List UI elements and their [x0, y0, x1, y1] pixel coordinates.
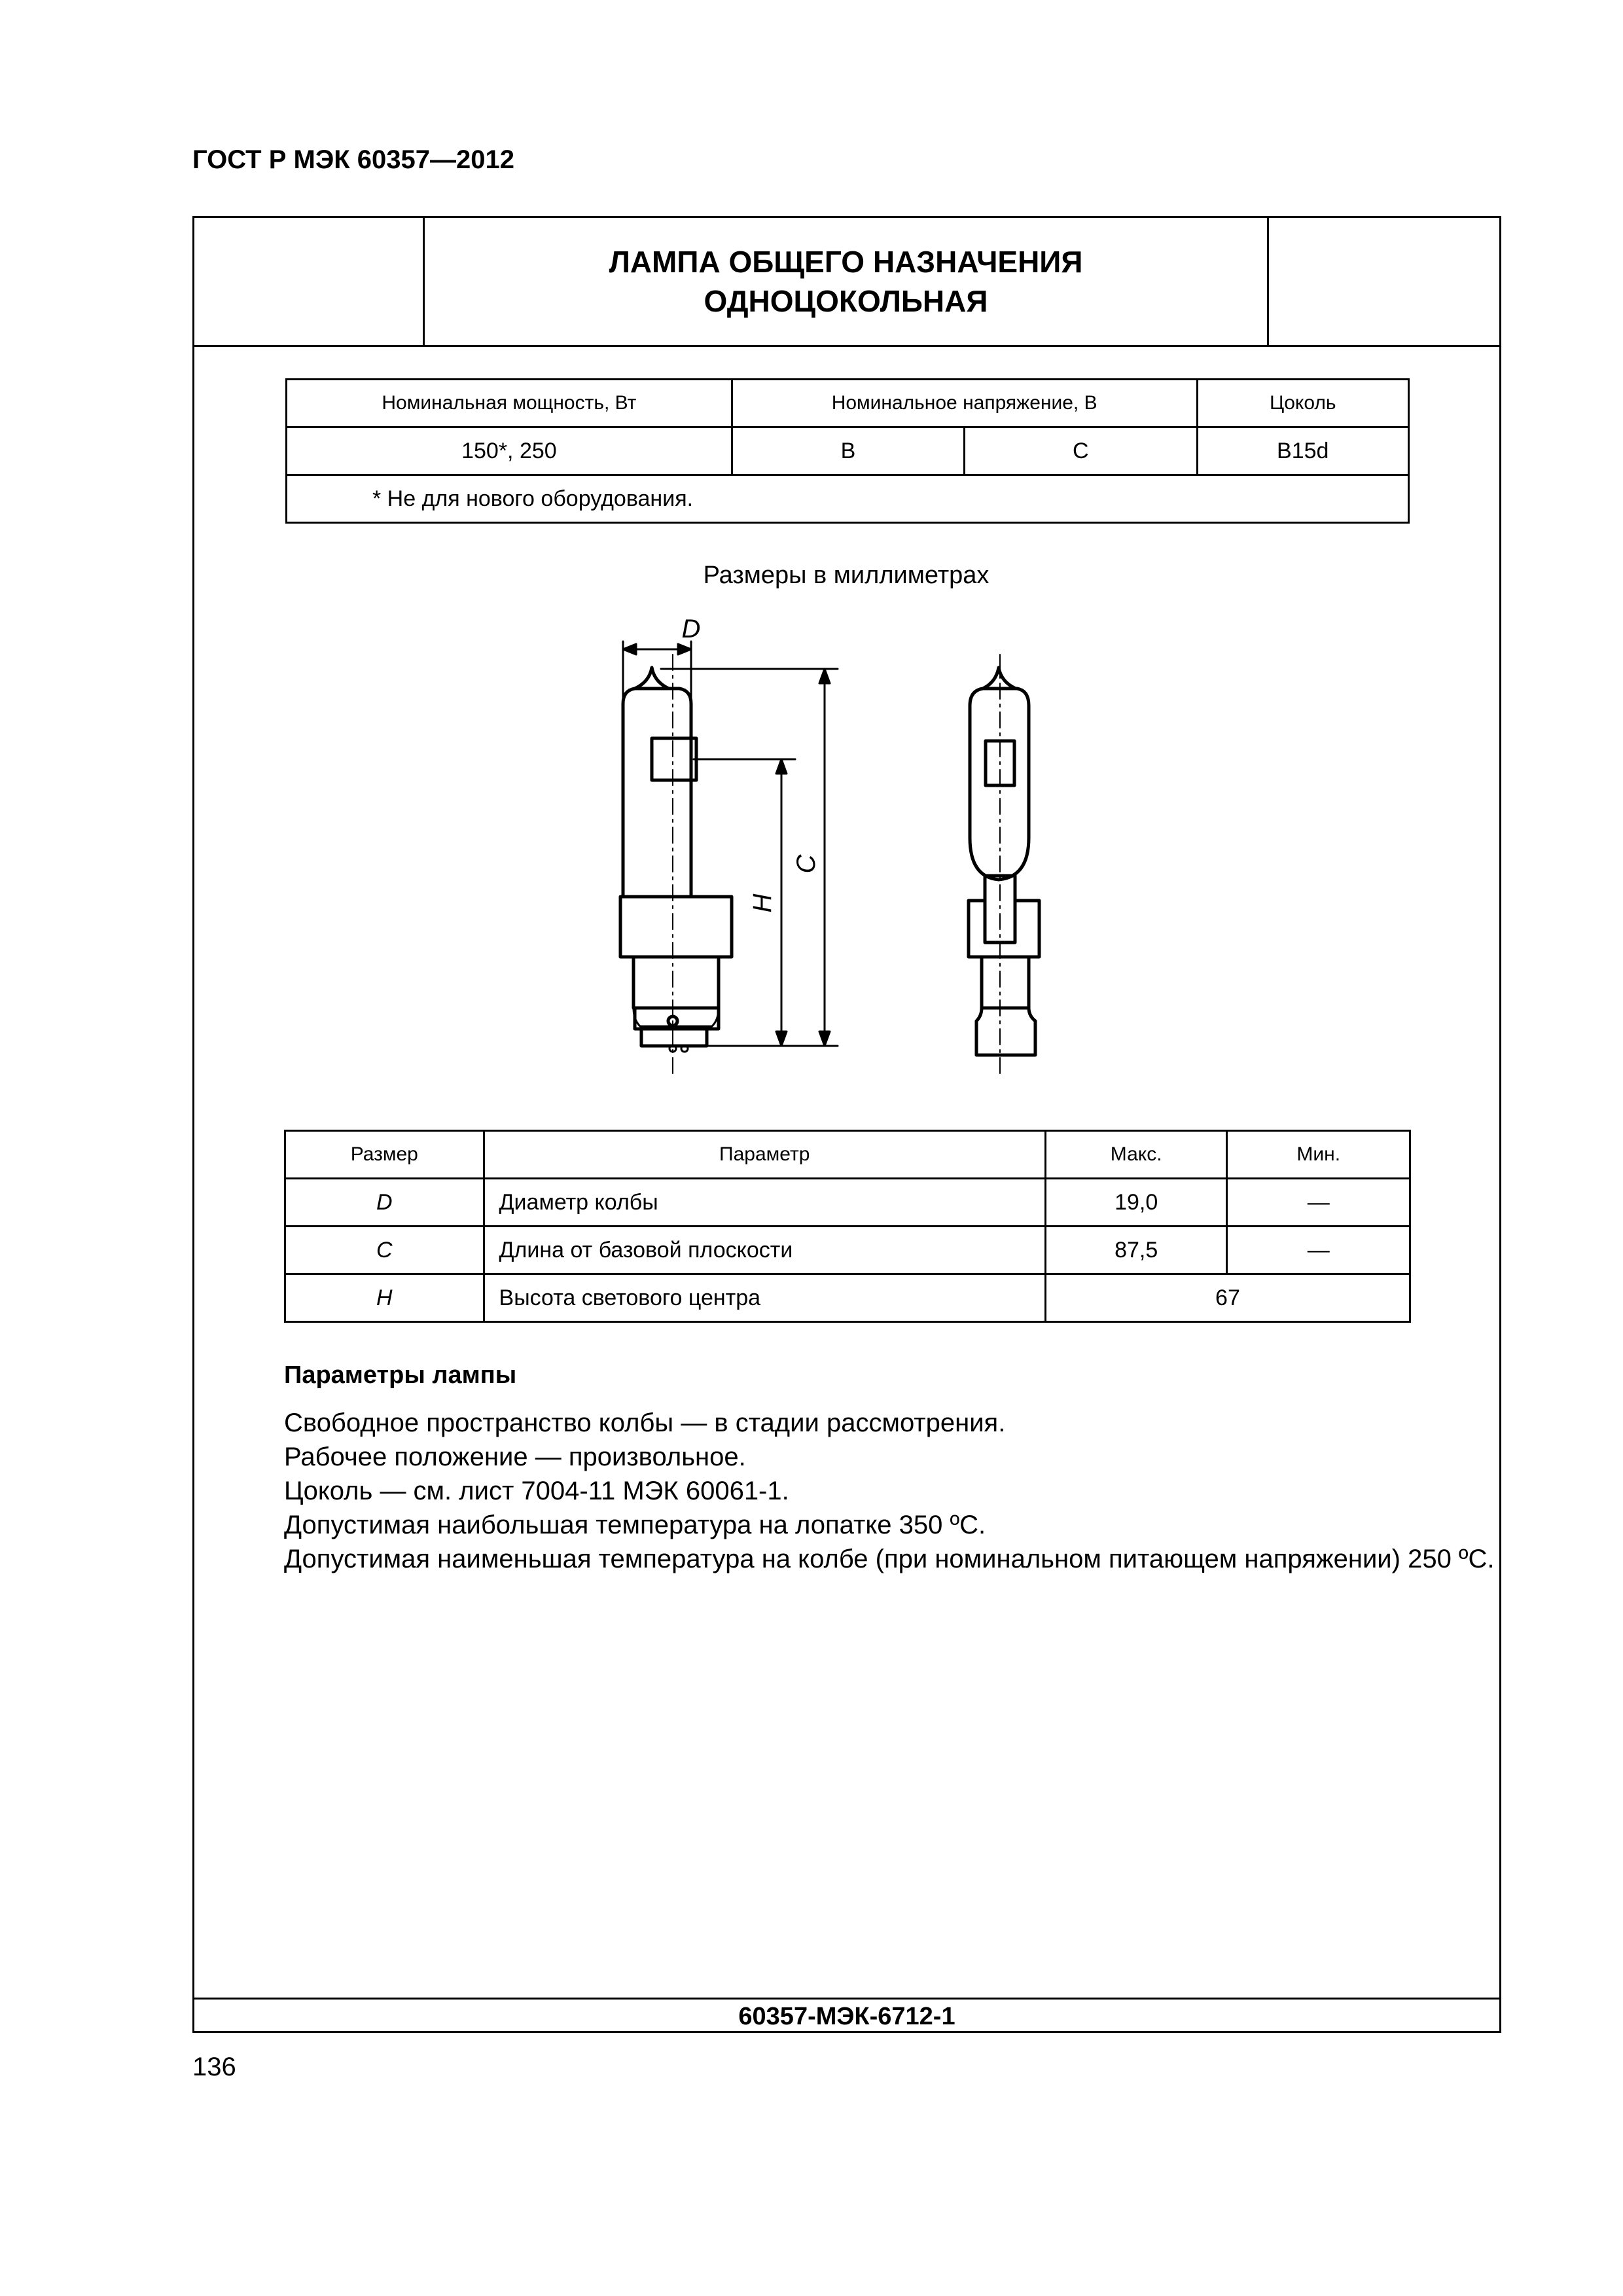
cell-max: 87,5	[1045, 1227, 1227, 1274]
cell-voltage-c: C	[965, 427, 1197, 475]
cell-value: 67	[1045, 1274, 1410, 1322]
rating-table-row	[287, 427, 1409, 475]
cell-parameter: Длина от базовой плоскости	[484, 1227, 1045, 1274]
cell-max: 19,0	[1045, 1179, 1227, 1227]
cell-symbol: C	[285, 1227, 484, 1274]
header-min: Мин.	[1227, 1131, 1410, 1179]
header-max: Макс.	[1045, 1131, 1227, 1179]
title-divider-right	[1267, 216, 1269, 347]
header-power: Номинальная мощность, Вт	[287, 380, 732, 427]
label-d: D	[681, 615, 701, 643]
sheet-title	[425, 242, 1266, 321]
label-h: H	[748, 893, 777, 913]
params-line: Рабочее положение — произвольное.	[284, 1443, 746, 1471]
title-divider-left	[423, 216, 425, 347]
table-row	[285, 1227, 1410, 1274]
header-voltage: Номинальное напряжение, В	[732, 380, 1197, 427]
dimension-d	[623, 641, 691, 700]
header-size: Размер	[285, 1131, 484, 1179]
page-number: 136	[192, 2053, 236, 2081]
dimensions-caption: Размеры в миллиметрах	[703, 562, 990, 589]
rating-table	[285, 378, 1410, 524]
cell-min: —	[1227, 1227, 1410, 1274]
cell-min: —	[1227, 1179, 1410, 1227]
cell-symbol: H	[285, 1274, 484, 1322]
dimension-h	[694, 759, 795, 1046]
dimensions-table-header	[285, 1131, 1410, 1179]
lamp-side-view	[620, 655, 732, 1073]
params-list	[284, 1406, 1495, 1576]
lamp-drawing	[563, 615, 1126, 1100]
cell-voltage-b: B	[732, 427, 964, 475]
cell-parameter: Высота светового центра	[484, 1274, 1045, 1322]
cell-symbol: D	[285, 1179, 484, 1227]
document-header: ГОСТ Р МЭК 60357—2012	[192, 145, 515, 174]
note: * Не для нового оборудования.	[287, 475, 1409, 523]
header-parameter: Параметр	[484, 1131, 1045, 1179]
table-row	[285, 1179, 1410, 1227]
footer-divider	[192, 1998, 1501, 2000]
params-line: Допустимая наименьшая температура на колбе (при номинальном питающем напряжении) 250 ºC.	[284, 1545, 1495, 1573]
cell-power: 150*, 250	[287, 427, 732, 475]
lamp-front-view	[969, 655, 1039, 1073]
cell-parameter: Диаметр колбы	[484, 1179, 1045, 1227]
dimensions-table	[284, 1130, 1411, 1323]
rating-table-note-row	[287, 475, 1409, 523]
params-line: Допустимая наибольшая температура на лопатке 350 ºC.	[284, 1511, 986, 1539]
params-line: Цоколь — см. лист 7004-11 МЭК 60061-1.	[284, 1477, 789, 1505]
sheet-title-line1: ЛАМПА ОБЩЕГО НАЗНАЧЕНИЯ	[609, 245, 1083, 279]
sheet-code: 60357-МЭК-6712-1	[738, 2003, 955, 2030]
label-c: C	[792, 854, 821, 874]
params-line: Свободное пространство колбы — в стадии рассмотрения.	[284, 1408, 1006, 1437]
sheet-title-line2: ОДНОЦОКОЛЬНАЯ	[704, 284, 988, 318]
header-cap: Цоколь	[1197, 380, 1408, 427]
params-heading: Параметры лампы	[284, 1361, 517, 1389]
table-row	[285, 1274, 1410, 1322]
cell-cap: B15d	[1197, 427, 1408, 475]
rating-table-header	[287, 380, 1409, 427]
